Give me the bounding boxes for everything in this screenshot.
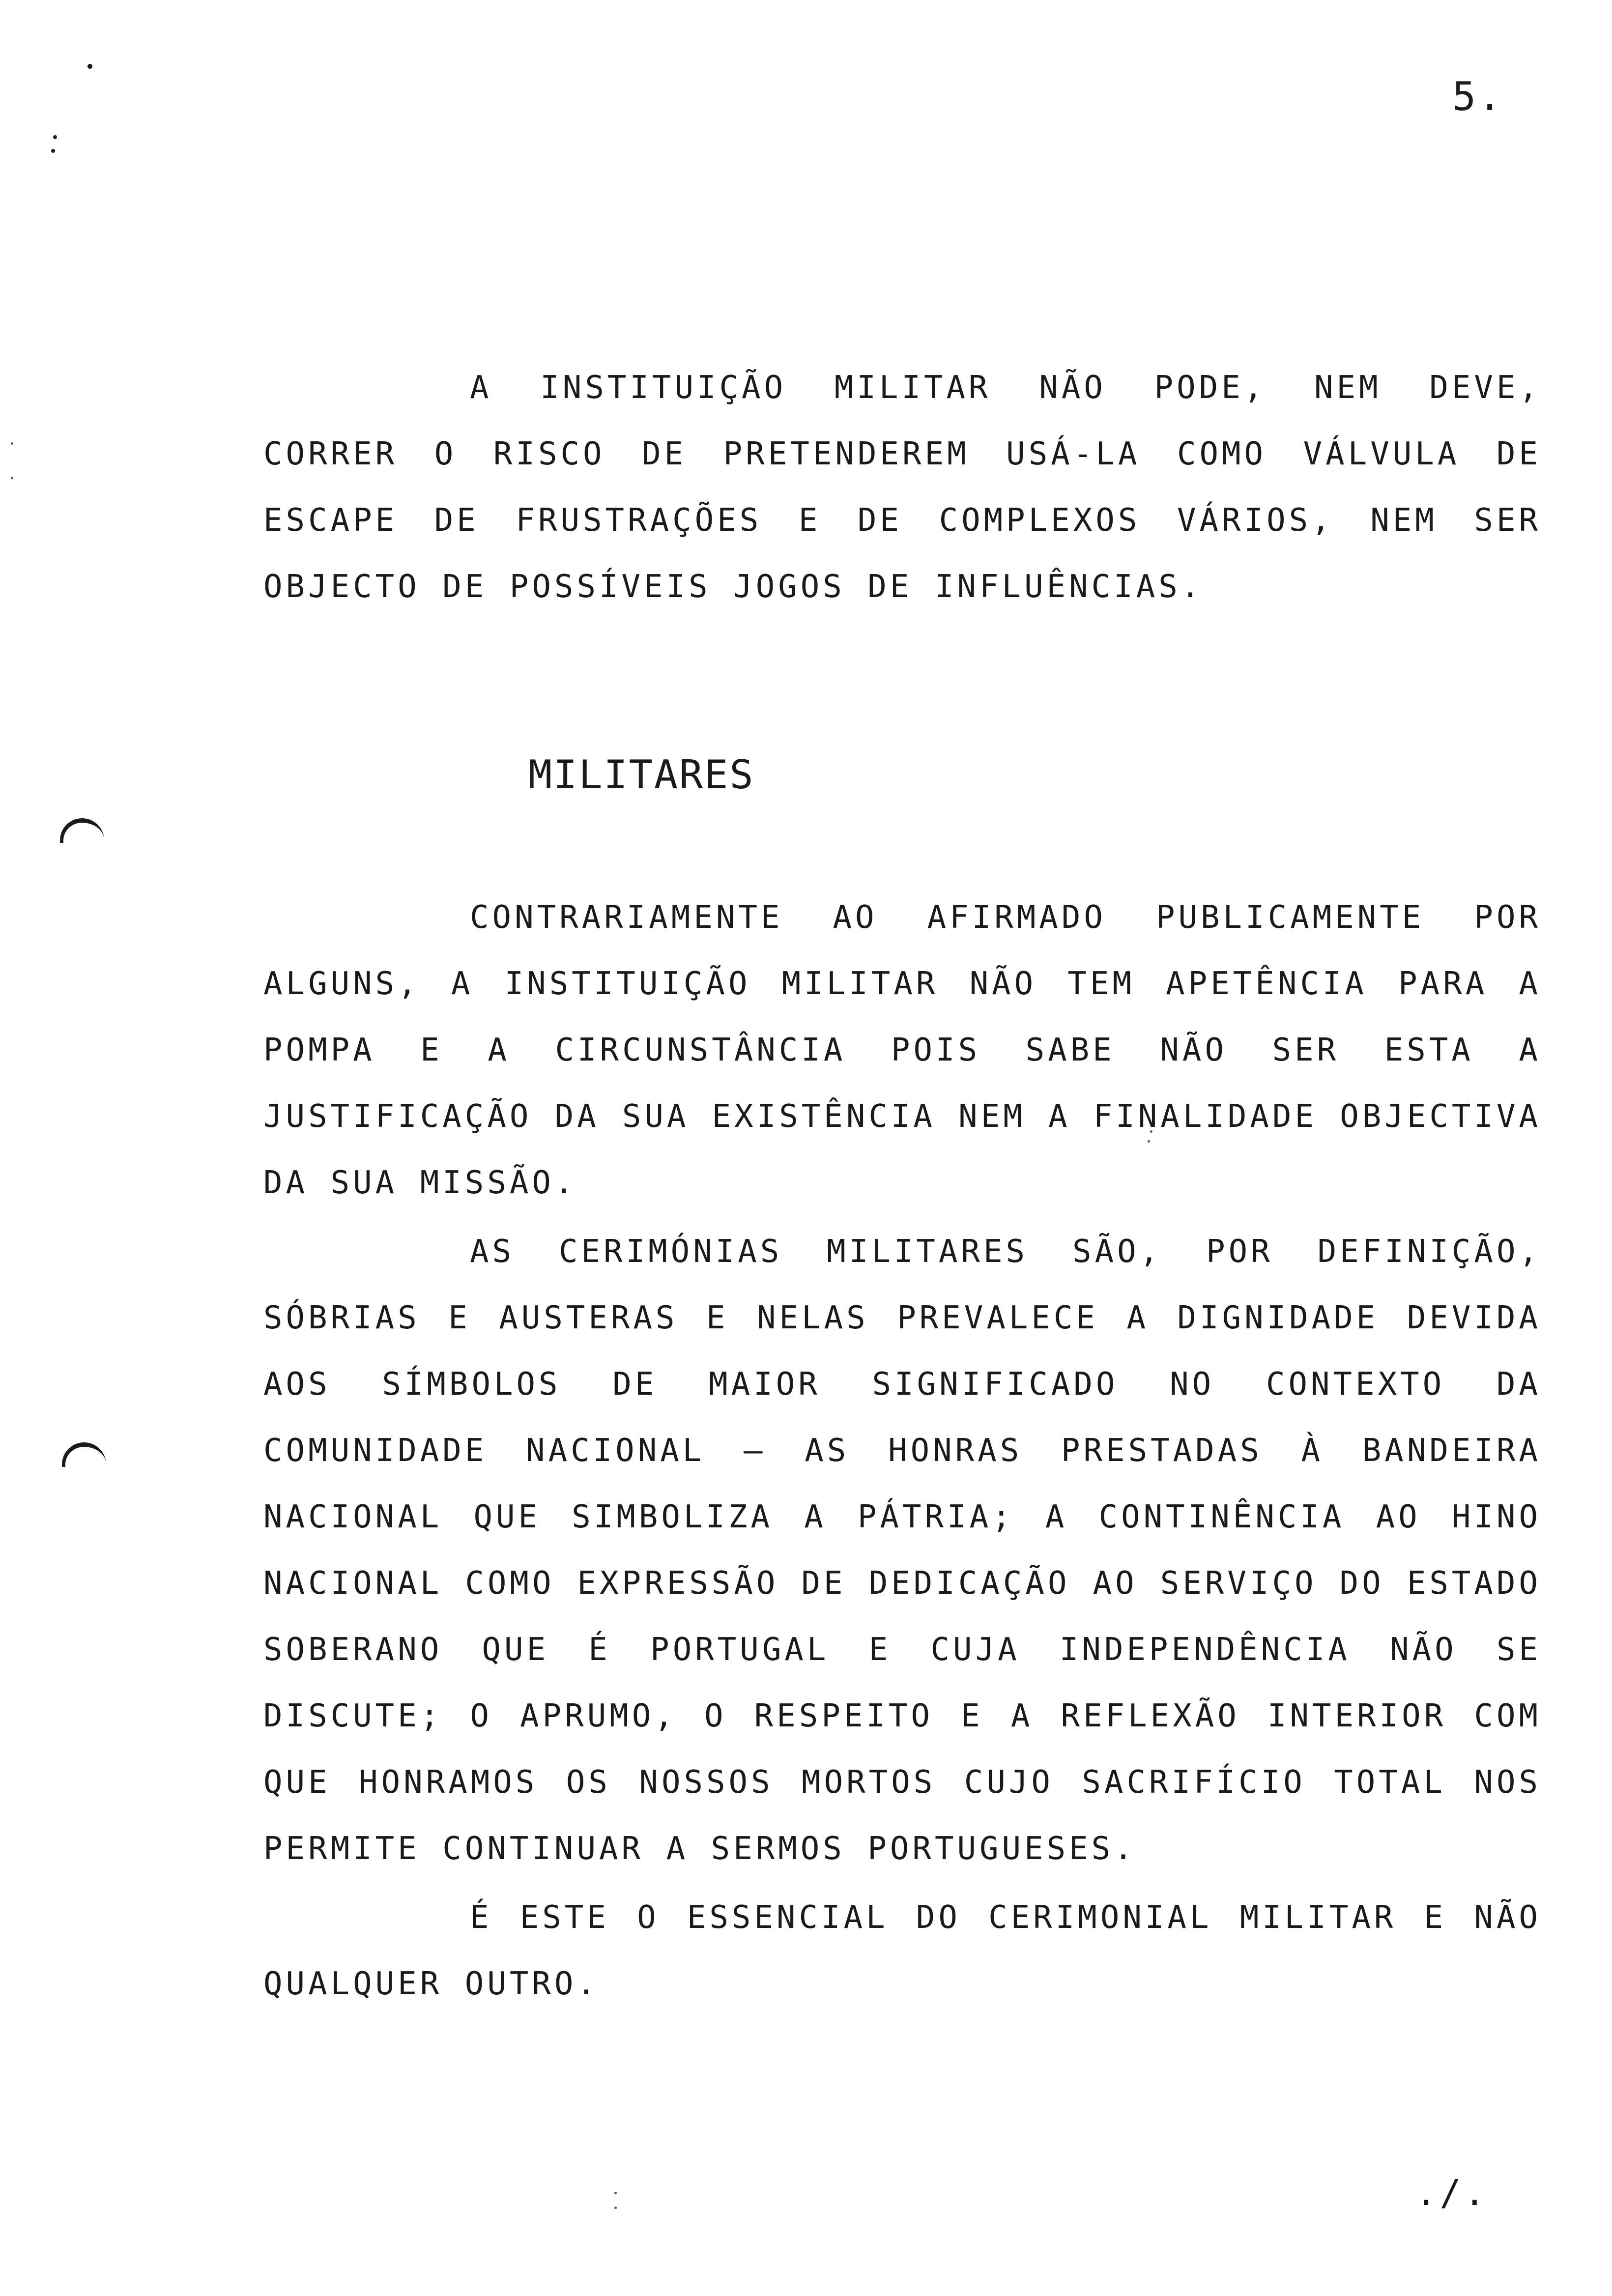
punch-hole-mark-lower	[62, 1442, 106, 1467]
scan-dot	[87, 64, 92, 69]
paragraph-text: AS CERIMÓNIAS MILITARES SÃO, POR DEFINIÇÃO, SÓBRIAS E AUSTERAS E NELAS PREVALECE A DIGNIDADE DEVIDA AOS SÍMBOLOS DE MAIOR SIGNIFICADO NO CONTEXTO DA COMUNIDADE NACIONAL — AS HONRAS PRESTADAS À BANDEIRA NACIONAL QUE SIMBOLIZA A PÁTRIA; A CONTINÊNCIA AO HINO NACIONAL COMO EXPRESSÃO DE DEDICAÇÃO AO SERVIÇO DO ESTADO SOBERANO QUE É PORTUGAL E CUJA INDEPENDÊNCIA NÃO SE DISCUTE; O APRUMO, O RESPEITO E A REFLEXÃO INTERIOR COM QUE HONRAMOS OS NOSSOS MORTOS CUJO SACRIFÍCIO TOTAL NOS PERMITE CONTINUAR A SERMOS PORTUGUESES.	[263, 1234, 1541, 1867]
page-number: 5.	[1452, 74, 1504, 119]
paragraph-text: É ESTE O ESSENCIAL DO CERIMONIAL MILITAR E NÃO QUALQUER OUTRO.	[263, 1899, 1541, 2002]
paragraph-essencial	[263, 1885, 1541, 2017]
paragraph-contrariamente	[263, 885, 1541, 1216]
scan-dot	[51, 149, 55, 153]
scan-speck	[614, 2207, 617, 2209]
punch-hole-mark-upper	[60, 818, 104, 843]
scan-speck	[614, 2192, 617, 2194]
paragraph-text: A INSTITUIÇÃO MILITAR NÃO PODE, NEM DEVE, CORRER O RISCO DE PRETENDEREM USÁ-LA COMO VÁLVULA DE ESCAPE DE FRUSTRAÇÕES E DE COMPLEXOS VÁRIOS, NEM SER OBJECTO DE POSSÍVEIS JOGOS DE INFLUÊNCIAS.	[263, 370, 1541, 605]
continuation-mark: ./.	[1415, 2172, 1489, 2213]
scan-speck	[11, 442, 13, 445]
paragraph-text: CONTRARIAMENTE AO AFIRMADO PUBLICAMENTE POR ALGUNS, A INSTITUIÇÃO MILITAR NÃO TEM APETÊNCIA PARA A POMPA E A CIRCUNSTÂNCIA POIS SABE NÃO SER ESTA A JUSTIFICAÇÃO DA SUA EXISTÊNCIA NEM A FINALIDADE OBJECTIVA DA SUA MISSÃO.	[263, 899, 1541, 1201]
section-heading: MILITARES	[528, 752, 755, 798]
scan-dot	[53, 135, 57, 139]
scan-speck	[11, 477, 13, 479]
paragraph-institution	[263, 355, 1541, 620]
paragraph-cerimonias	[263, 1219, 1541, 1882]
